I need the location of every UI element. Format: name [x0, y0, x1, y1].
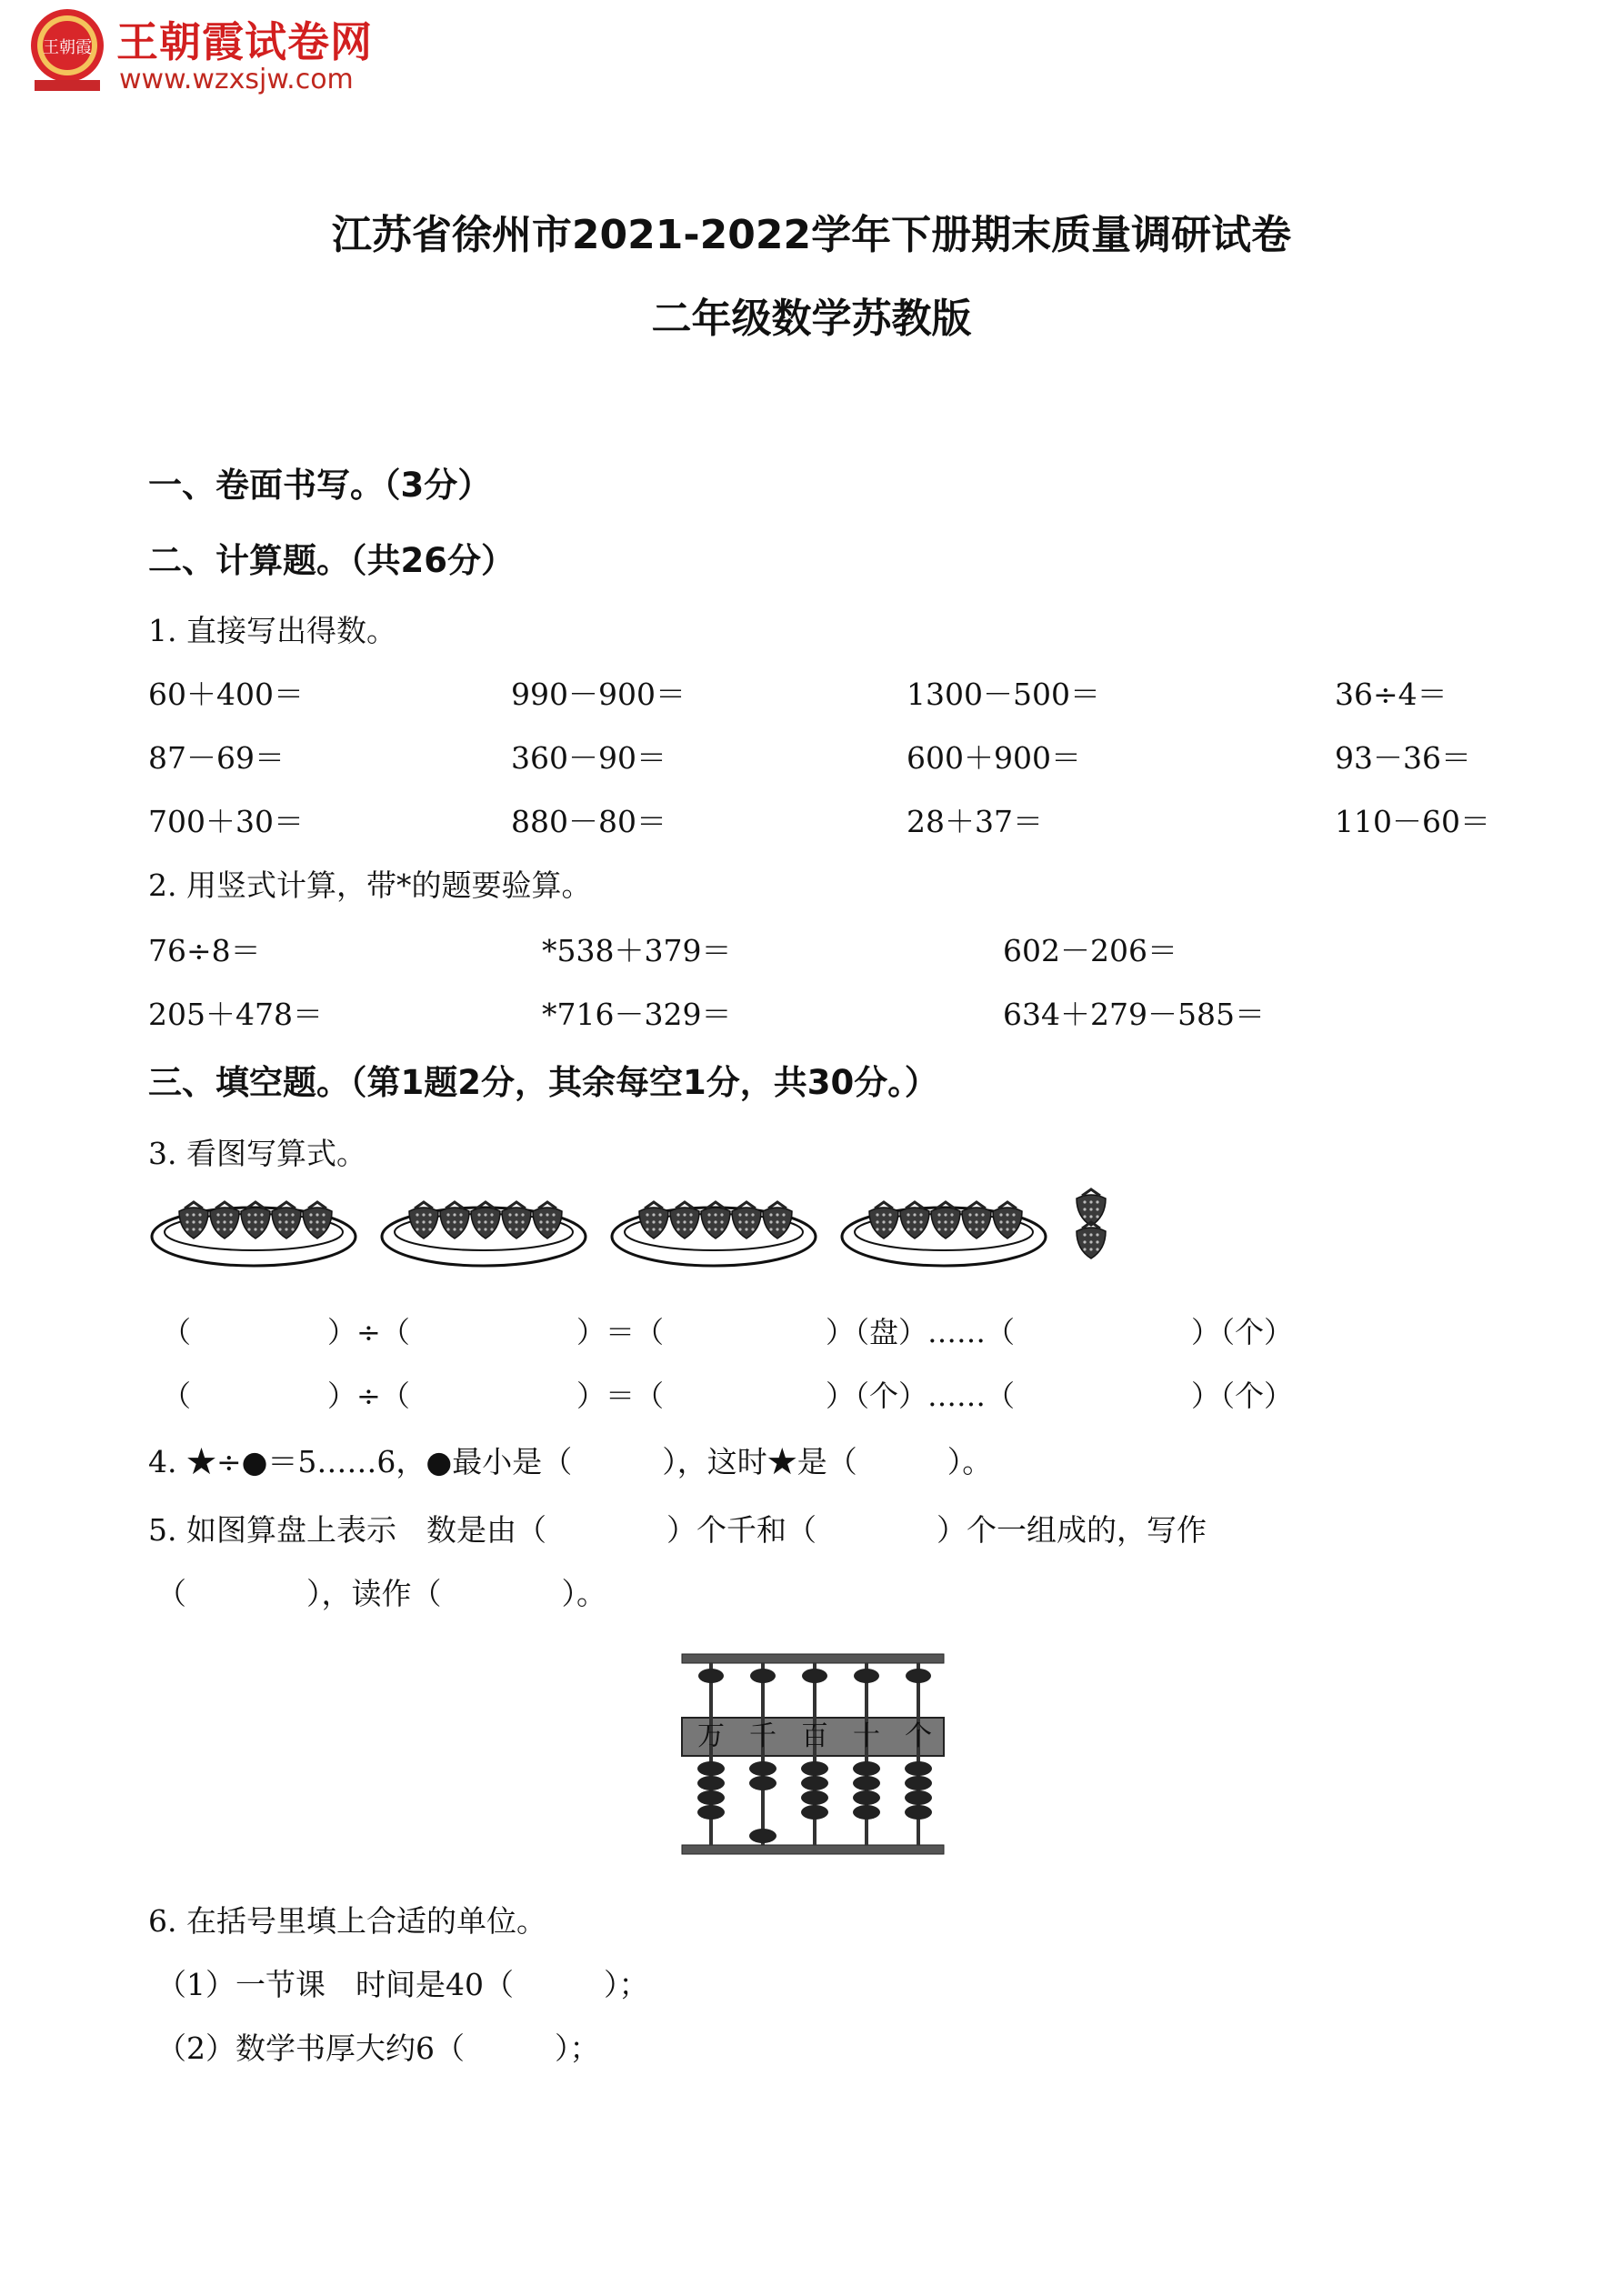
strawberry-plates-figure — [145, 1182, 1127, 1282]
section-3-heading: 三、填空题。（第1题2分，其余每空1分，共30分。） — [148, 1063, 938, 1102]
q3-line1-part: ）（个） — [1191, 1315, 1294, 1349]
q1-label: 1. 直接写出得数。 — [148, 613, 396, 648]
q6-item-1: （1）一节课 时间是40（ ）； — [156, 1967, 649, 2002]
abacus-bead — [853, 1776, 880, 1790]
abacus-bead — [905, 1790, 932, 1805]
q2-item: 602－206＝ — [1003, 933, 1177, 968]
q1-item: 600＋900＝ — [907, 740, 1081, 776]
q1-item: 60＋400＝ — [148, 677, 304, 712]
abacus-bead — [749, 1761, 776, 1776]
q3-line1-part: ）（盘）……（ — [826, 1315, 1016, 1349]
strawberry-icon — [1077, 1189, 1106, 1226]
q3-line2-part: ）（个）……（ — [826, 1379, 1016, 1413]
q4-text: 4. ★÷●＝5……6，●最小是（ ），这时★是（ ）。 — [148, 1444, 993, 1479]
exam-title: 江苏省徐州市2021-2022学年下册期末质量调研试卷 — [331, 212, 1292, 258]
q1-item: 880－80＝ — [511, 804, 666, 839]
q2-label: 2. 用竖式计算，带*的题要验算。 — [148, 867, 592, 903]
abacus-place-label: 百 — [801, 1720, 828, 1752]
badge-text: 王朝霞 — [43, 38, 92, 57]
q5-line2: （ ），读作（ ）。 — [156, 1576, 606, 1611]
abacus-bead — [750, 1669, 776, 1683]
abacus-bead — [749, 1776, 776, 1790]
abacus-frame-bottom — [682, 1845, 944, 1854]
abacus-bead — [801, 1776, 828, 1790]
q6-label: 6. 在括号里填上合适的单位。 — [148, 1903, 546, 1939]
q2-item: *538＋379＝ — [542, 933, 732, 968]
abacus-bead — [802, 1669, 827, 1683]
abacus-bead — [906, 1669, 931, 1683]
exam-subtitle: 二年级数学苏教版 — [651, 296, 972, 342]
q6-item-2: （2）数学书厚大约6（ ）； — [156, 2030, 600, 2066]
q2-item: 76÷8＝ — [148, 933, 261, 968]
q1-item: 360－90＝ — [511, 740, 666, 776]
q3-line2-part: ）（个） — [1191, 1379, 1294, 1413]
q3-line1-part: ）÷（ — [327, 1315, 410, 1349]
q1-item: 36÷4＝ — [1335, 677, 1448, 712]
q2-item: 205＋478＝ — [148, 997, 323, 1032]
q1-item: 87－69＝ — [148, 740, 285, 776]
abacus-bead — [697, 1776, 725, 1790]
abacus-bead — [801, 1790, 828, 1805]
abacus-bead — [854, 1669, 879, 1683]
abacus-place-label: 十 — [853, 1720, 880, 1752]
q3-label: 3. 看图写算式。 — [148, 1136, 366, 1171]
strawberry-icon — [1077, 1222, 1106, 1258]
q1-item: 110－60＝ — [1335, 804, 1490, 839]
abacus-bead — [697, 1790, 725, 1805]
brand-logo-icon — [27, 7, 107, 95]
q3-line1-part: （ — [162, 1315, 192, 1349]
q3-line2-part: （ — [162, 1379, 192, 1413]
abacus-frame-top — [682, 1654, 944, 1663]
q3-line2-part: ）＝（ — [576, 1379, 665, 1413]
abacus-bead — [801, 1805, 828, 1820]
abacus-bead — [905, 1776, 932, 1790]
abacus-place-label: 万 — [697, 1720, 725, 1752]
brand-url[interactable]: www.wzxsjw.com — [119, 64, 354, 95]
q2-item: *716－329＝ — [542, 997, 732, 1032]
abacus-bead — [697, 1761, 725, 1776]
q2-item: 634＋279－585＝ — [1003, 997, 1265, 1032]
q1-item: 700＋30＝ — [148, 804, 304, 839]
abacus-bead — [801, 1761, 828, 1776]
section-2-heading: 二、计算题。（共26分） — [148, 541, 515, 580]
q1-item: 28＋37＝ — [907, 804, 1043, 839]
abacus-bead — [853, 1805, 880, 1820]
abacus-bead — [853, 1761, 880, 1776]
abacus-place-label: 千 — [749, 1720, 776, 1752]
abacus-bead — [749, 1829, 776, 1843]
abacus-bead — [853, 1790, 880, 1805]
q5-line1: 5. 如图算盘上表示 数是由（ ）个千和（ ）个一组成的，写作 — [148, 1512, 1207, 1548]
abacus-place-label: 个 — [905, 1720, 932, 1752]
abacus-figure — [680, 1650, 947, 1860]
q1-item: 93－36＝ — [1335, 740, 1471, 776]
q3-line1-part: ）＝（ — [576, 1315, 665, 1349]
brand-name: 王朝霞试卷网 — [116, 17, 373, 66]
abacus-bead — [698, 1669, 724, 1683]
abacus-bead — [905, 1761, 932, 1776]
q1-item: 1300－500＝ — [907, 677, 1100, 712]
q3-line2-part: ）÷（ — [327, 1379, 410, 1413]
abacus-bead — [905, 1805, 932, 1820]
section-1-heading: 一、卷面书写。（3分） — [148, 466, 492, 505]
q1-item: 990－900＝ — [511, 677, 686, 712]
abacus-bead — [697, 1805, 725, 1820]
